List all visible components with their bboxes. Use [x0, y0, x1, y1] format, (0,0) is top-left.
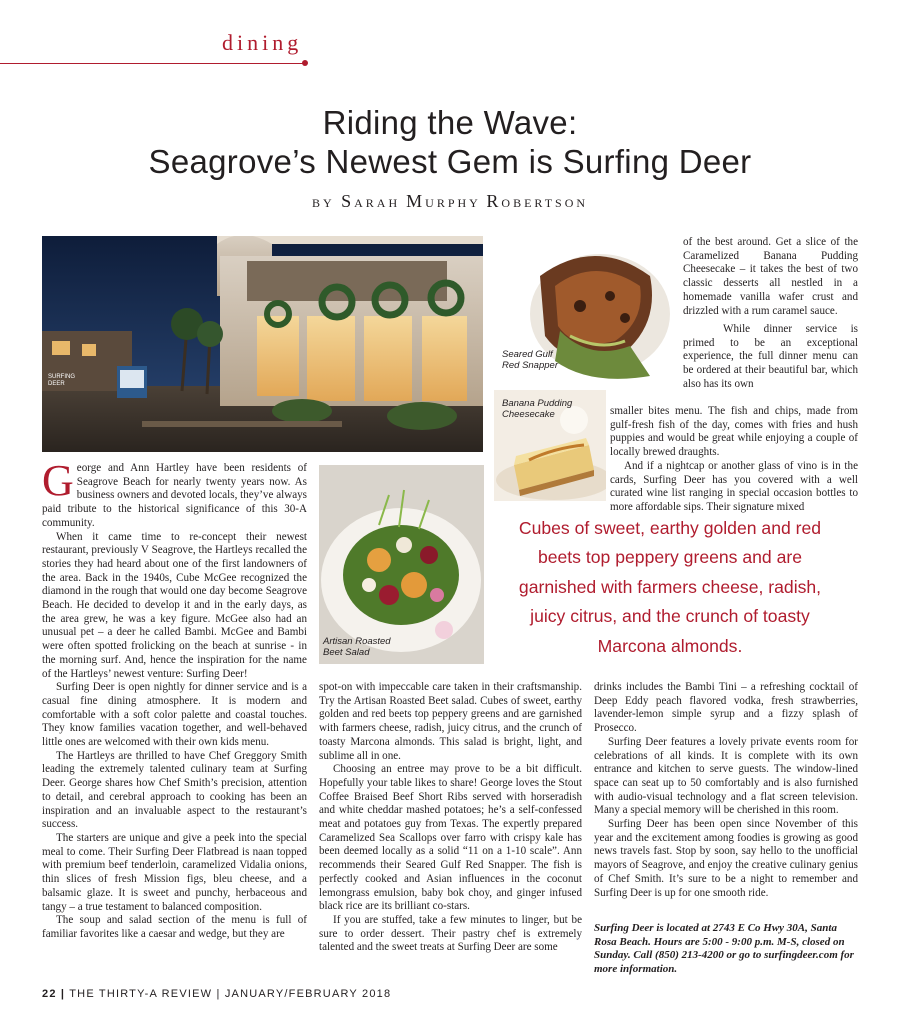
caption-snapper: Seared Gulf Red Snapper [502, 349, 558, 371]
paragraph: The soup and salad section of the menu is full of familiar favorites like a caesar and wedge, but they are [42, 914, 307, 940]
byline: BY SARAH MURPHY ROBERTSON [311, 191, 589, 211]
page-footer: 22 | THE THIRTY-A REVIEW | JANUARY/FEBRUARY 2018 [42, 988, 392, 1000]
paragraph: Choosing an entree may prove to be a bit difficult. Hopefully your table likes to share! George loves the Stout Coffee Braised Beef Short Ribs served with horseradish and white cheddar mashed potatoes; he’s a self-confessed meat and potatoes guy from Texas. The expertly prepared Caramelized Sea Scallops over farro with crispy kale has been deemed locally as a solid “11 on a 1-10 scale”. Ann recommends their Seared Gulf Red Snapper. The fish is perfectly cooked and Asian influences in the coconut lemongrass emulsion, baby bok choy, and ginger infused black rice are its brilliant co-stars. [319, 763, 582, 913]
storefront-sign: SURFING DEER [48, 374, 75, 387]
paragraph: The Hartleys are thrilled to have Chef Greggory Smith leading the extremely talented culinary team at Surfing Deer. George shares how Chef Smith’s precision, attention to detail, and cerebral approach to cooking has been an inspiration and an invaluable aspect to the restaurant’s success. [42, 749, 307, 831]
body-column-3-mid [683, 323, 858, 392]
paragraph: George and Ann Hartley have been residents of Seagrove Beach for nearly twenty years now. As business owners and devoted locals, they’ve always paid tribute to the historical significance of this 30-A community. [42, 456, 307, 529]
body-column-3-bottom [594, 681, 858, 900]
body-column-3-top [683, 236, 858, 318]
body-column-1 [42, 456, 307, 942]
pull-quote: Cubes of sweet, earthy golden and red beets top peppery greens and are garnished with farmers cheese, radish, juicy citrus, and the crunch of toasty Marcona almonds. [518, 518, 822, 656]
paragraph: If you are stuffed, take a few minutes to linger, but be sure to order dessert. Their pastry chef is extremely talented and the sweet treats at Surfing Deer are some [319, 913, 582, 954]
paragraph: of the best around. Get a slice of the Caramelized Banana Pudding Cheesecake – it takes the best of two classic desserts all nestled in a homemade vanilla wafer crust and drizzled with a rum caramel sauce. [683, 236, 858, 317]
paragraph: Surfing Deer features a lovely private events room for celebrations of all kinds. It is complete with its own entrance and kitchen to serve guests. The window-lined space can seat up to 50 comfortably and is also furnished with audio-visual technology and a flat screen television. Many a special memory will be cherished in this room. [594, 735, 858, 817]
issue-date: JANUARY/FEBRUARY 2018 [224, 988, 392, 1000]
article-title-line-1: Riding the Wave: [322, 104, 578, 141]
paragraph: smaller bites menu. The fish and chips, made from gulf-fresh fish of the day, comes with fries and hush puppies and would be great while enjoying a couple of locally brewed draughts. [610, 405, 858, 459]
paragraph: drinks includes the Bambi Tini – a refreshing cocktail of Deep Eddy peach flavored vodka, fresh strawberries, lavender-lemon simple syrup and a fizzy splash of Prosecco. [594, 681, 858, 735]
body-column-2 [319, 681, 582, 955]
page-number: 22 [42, 988, 57, 1000]
paragraph: Surfing Deer is open nightly for dinner service and is a casual fine dining atmosphere. It is modern and comfortable with a soft color palette and coastal touches. They know families vacation together, and well-behaved little ones are welcomed with their own kids menu. [42, 681, 307, 749]
caption-salad: Artisan Roasted Beet Salad [323, 636, 391, 658]
section-label: dining [222, 30, 303, 55]
paragraph: While dinner service is primed to be an exceptional experience, the full dinner menu can be ordered at their beautiful bar, which also has its own [683, 323, 858, 390]
salad-photo [319, 465, 484, 664]
paragraph: Surfing Deer has been open since November of this year and the excitement among foodies is growing as good news travels fast. Stop by soon, say hello to the unofficial mayors of Seagrove, and enjoy the creative culinary genius of Chef Smith. It’s sure to be a night to remember and Surfing Deer is up for one smooth ride. [594, 818, 858, 899]
paragraph: spot-on with impeccable care taken in their craftsmanship. Try the Artisan Roasted Beet salad. Cubes of sweet, earthy golden and red beets top peppery greens and are garnished with farmers cheese, radish, juicy citrus, and the crunch of toasty Marcona almonds. This salad is bright, light, and sublime all in one. [319, 681, 582, 762]
storefront-photo [42, 236, 483, 452]
body-column-3-wide [610, 405, 858, 515]
drop-cap: G [42, 456, 74, 505]
publication-name: THE THIRTY-A REVIEW [69, 988, 213, 1000]
paragraph: And if a nightcap or another glass of vino is in the cards, Surfing Deer has you covered with a well curated wine list ranging in special occasion bottles to more affordable sips. Their signature mixed [610, 459, 858, 513]
article-title-line-2: Seagrove’s Newest Gem is Surfing Deer [148, 143, 752, 180]
info-box: Surfing Deer is located at 2743 E Co Hwy 30A, Santa Rosa Beach. Hours are 5:00 - 9:00 p.m. M-S, closed on Sunday. Call (850) 213-4200 or go to surfingdeer.com for more information. [594, 922, 854, 976]
paragraph: The starters are unique and give a peek into the special meal to come. Their Surfing Deer Flatbread is naan topped with premium beef tenderloin, caramelized Vidalia onions, thin slices of fresh Mission figs, bleu cheese, and a balsamic glaze. It is sweet and punchy, herbaceous and tangy – a true testament to balanced composition. [42, 831, 307, 913]
section-rule [0, 63, 305, 64]
caption-cheesecake: Banana Pudding Cheesecake [502, 398, 573, 420]
paragraph: When it came time to re-concept their newest restaurant, previously V Seagrove, the Hartleys recalled the stories they had heard about one of the first landowners of the area. Back in the 1940s, Cube McGee recognized the diamond in the rough that would one day become Seagrove Beach. He decided to develop it and in the early days, as the area grew, he was a key figure. McGee also had an unusual pet – a deer he called Bambi. McGee and Bambi were often spotted frolicking on the beach at sunrise - in the morning surf. And, hence the inspiration for the name of the Hartleys’ newest venture: Surfing Deer! [42, 530, 307, 680]
section-rule-dot [302, 60, 308, 66]
